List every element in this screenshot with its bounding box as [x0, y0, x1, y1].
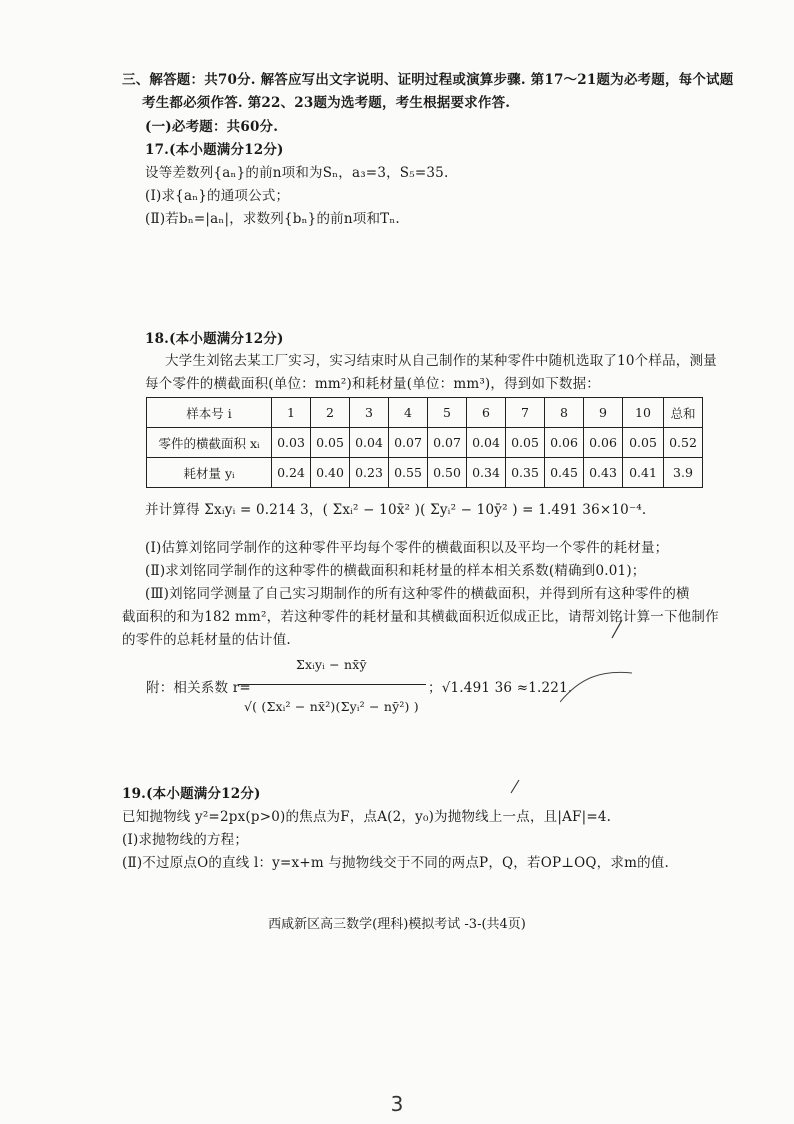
table-cell: 3.9 — [664, 458, 703, 488]
table-cell: 0.50 — [428, 458, 467, 488]
table-cell: 0.07 — [428, 428, 467, 458]
q18-part3-line2: 截面积的和为182 mm²，若这种零件的耗材量和其横截面积近似成正比，请帮刘铭计算一下他制作 — [122, 609, 719, 625]
required-section-label: (一)必考题：共60分. — [145, 119, 279, 135]
table-cell: 0.03 — [272, 428, 311, 458]
q19-part2: (Ⅱ)不过原点O的直线 l：y=x+m 与抛物线交于不同的两点P，Q，若OP⊥OQ，求m的值. — [122, 855, 669, 871]
table-cell: 0.07 — [389, 428, 428, 458]
table-cell: 7 — [506, 398, 545, 428]
table-cell: 0.06 — [545, 428, 584, 458]
correlation-denominator: √( (Σxᵢ² − nx̄²)(Σyᵢ² − nȳ²) ) — [244, 699, 419, 714]
correlation-label: 附：相关系数 r= — [146, 680, 251, 696]
page-footer: 西咸新区高三数学(理科)模拟考试 -3-(共4页) — [268, 917, 526, 932]
q17-stem: 设等差数列{aₙ}的前n项和为Sₙ，a₃=3，S₅=35. — [145, 165, 449, 181]
q18-stem-line1: 大学生刘铭去某工厂实习，实习结束时从自己制作的某种零件中随机选取了10个样品，测量 — [165, 353, 717, 369]
sqrt-approximation: ；√1.491 36 ≈1.221. — [428, 680, 573, 696]
table-cell: 0.41 — [623, 458, 664, 488]
table-cell: 0.24 — [272, 458, 311, 488]
q18-part1: (Ⅰ)估算刘铭同学制作的这种零件平均每个零件的横截面积以及平均一个零件的耗材量； — [145, 540, 669, 556]
table-row — [147, 398, 703, 428]
table-cell: 10 — [623, 398, 664, 428]
table-cell: 0.04 — [467, 428, 506, 458]
table-cell: 0.05 — [506, 428, 545, 458]
q19-stem: 已知抛物线 y²=2px(p>0)的焦点为F，点A(2，y₀)为抛物线上一点，且|AF|=4. — [122, 809, 612, 825]
table-cell: 0.55 — [389, 458, 428, 488]
table-cell: 1 — [272, 398, 311, 428]
table-cell: 4 — [389, 398, 428, 428]
table-cell: 2 — [311, 398, 350, 428]
q19-part1: (Ⅰ)求抛物线的方程； — [122, 832, 249, 848]
q18-heading: 18.(本小题满分12分) — [145, 331, 284, 347]
table-cell: 9 — [584, 398, 623, 428]
q18-calc-line: 并计算得 Σxᵢyᵢ = 0.214 3，( Σxᵢ² − 10x̄² )( Σyᵢ² − 10ȳ² ) = 1.491 36×10⁻⁴. — [145, 502, 647, 518]
table-row-label: 耗材量 yᵢ — [147, 458, 272, 488]
table-cell: 5 — [428, 398, 467, 428]
table-sum-label: 总和 — [664, 398, 703, 428]
data-table — [146, 397, 703, 488]
q18-stem-line2: 每个零件的横截面积(单位：mm²)和耗材量(单位：mm³)，得到如下数据： — [145, 376, 600, 392]
page-number: 3 — [390, 1092, 404, 1116]
table-cell: 0.23 — [350, 458, 389, 488]
pencil-stroke-marks — [560, 618, 640, 708]
table-cell: 3 — [350, 398, 389, 428]
table-cell: 0.45 — [545, 458, 584, 488]
q18-part2: (Ⅱ)求刘铭同学制作的这种零件的横截面积和耗材量的样本相关系数(精确到0.01)； — [145, 563, 646, 579]
table-cell: 0.35 — [506, 458, 545, 488]
table-cell: 0.05 — [311, 428, 350, 458]
correlation-numerator: Σxᵢyᵢ − nx̄ȳ — [296, 657, 367, 672]
table-header-label: 样本号 i — [147, 398, 272, 428]
q17-part2: (Ⅱ)若bₙ=|aₙ|，求数列{bₙ}的前n项和Tₙ. — [145, 211, 400, 227]
q18-part3-line1: (Ⅲ)刘铭同学测量了自己实习期制作的所有这种零件的横截面积，并得到所有这种零件的横 — [145, 586, 690, 602]
pencil-tick-mark — [505, 777, 525, 797]
section-intro-line2: 考生都必须作答. 第22、23题为选考题，考生根据要求作答. — [142, 95, 511, 111]
table-row — [147, 428, 703, 458]
table-cell: 0.40 — [311, 458, 350, 488]
table-cell: 0.06 — [584, 428, 623, 458]
table-cell: 0.05 — [623, 428, 664, 458]
fraction-bar — [238, 684, 426, 685]
section-intro-line1: 三、解答题：共70分. 解答应写出文字说明、证明过程或演算步骤. 第17～21题为必考题，每个试题 — [122, 72, 734, 88]
q17-part1: (Ⅰ)求{aₙ}的通项公式； — [145, 188, 290, 204]
table-cell: 6 — [467, 398, 506, 428]
q19-heading: 19.(本小题满分12分) — [122, 786, 261, 802]
table-cell: 0.52 — [664, 428, 703, 458]
table-cell: 8 — [545, 398, 584, 428]
q17-heading: 17.(本小题满分12分) — [145, 142, 284, 158]
table-row-label: 零件的横截面积 xᵢ — [147, 428, 272, 458]
table-cell: 0.43 — [584, 458, 623, 488]
table-cell: 0.34 — [467, 458, 506, 488]
table-row — [147, 458, 703, 488]
q18-part3-line3: 的零件的总耗材量的估计值. — [122, 632, 291, 648]
table-cell: 0.04 — [350, 428, 389, 458]
